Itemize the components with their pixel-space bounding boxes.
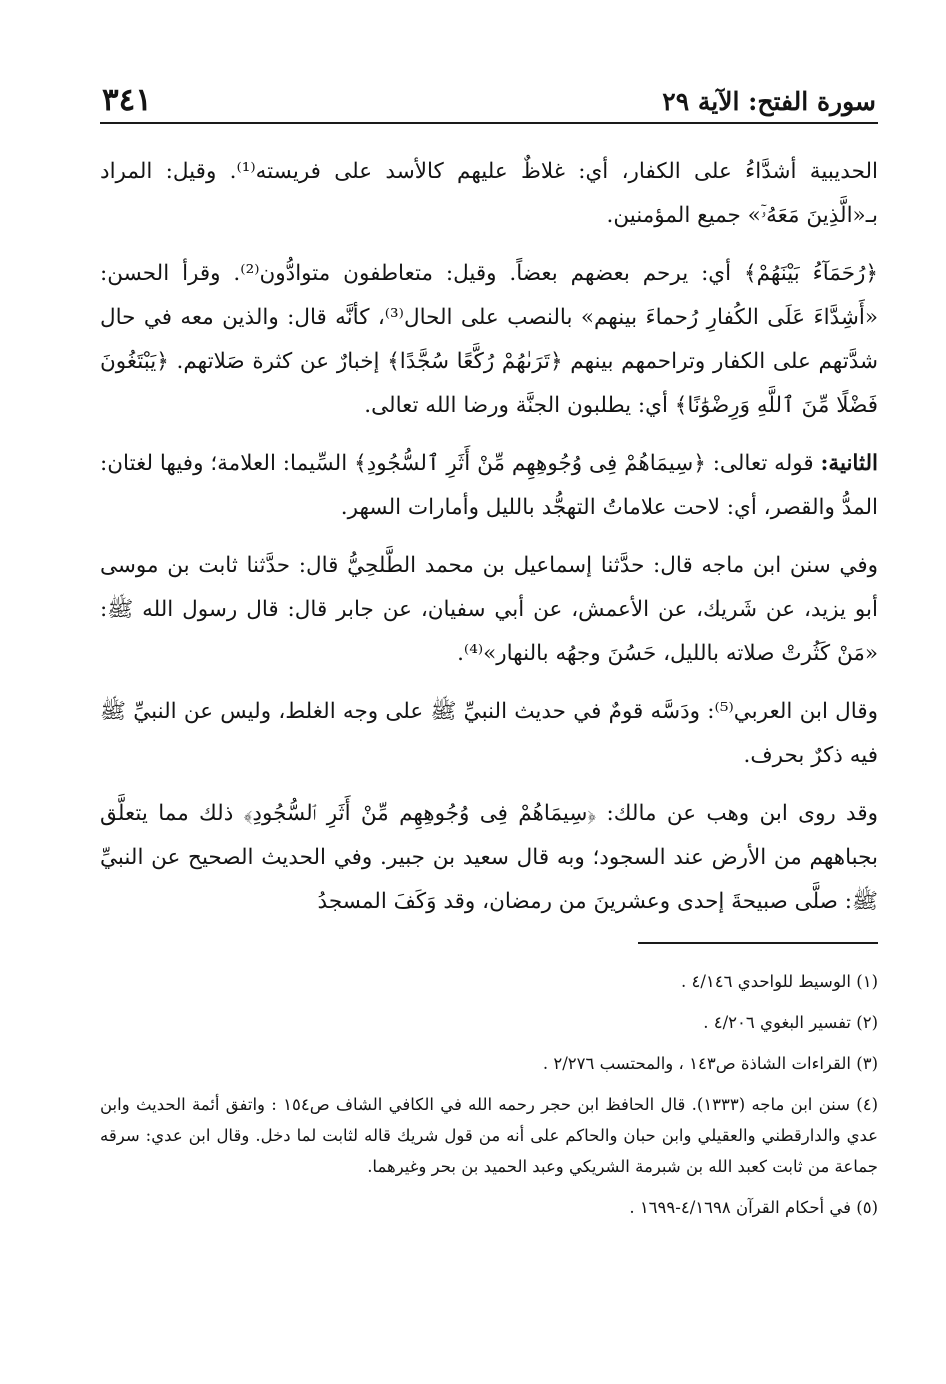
footnote: (٢) تفسير البغوي ٤/٢٠٦ . <box>703 1013 878 1032</box>
paragraph-text: ﴿رُحَمَآءُ بَيْنَهُمْ﴾ أي: يرحم بعضهم بعضاً. وقيل: متعاطفون متوادُّون⁽²⁾. وقرأ الحسن: «أَشِدَّاءَ عَلَى الكُفارِ رُحماءَ بينهم» بالنصب على الحال⁽³⁾، كأنَّه قال: والذين معه في حال شدَّتهم على الكفار وتراحمهم بينهم ﴿تَرَىٰهُمْ رُكَّعًا سُجَّدًا﴾ إخبارٌ عن كثرة صَلاتهم. ﴿يَبْتَغُونَ فَضْلًا مِّنَ ٱللَّهِ وَرِضْوَٰنًا﴾ أي: يطلبون الجنَّة ورضا الله تعالى. <box>100 261 878 418</box>
footnotes <box>100 966 878 1223</box>
paragraph-text: وفي سنن ابن ماجه قال: حدَّثنا إسماعيل بن محمد الطَّلحِيُّ قال: حدَّثنا ثابت بن موسى أبو يزيد، عن شَريك، عن الأعمش، عن أبي سفيان، عن جابر قال: قال رسول الله ﷺ: «مَنْ كَثُرتْ صلاته بالليل، حَسُنَ وجهُه بالنهار»⁽⁴⁾. <box>100 553 878 666</box>
paragraph <box>100 442 878 530</box>
section-lead: الثانية: <box>820 451 878 476</box>
footnote: (٥) في أحكام القرآن ٤/١٦٩٨-١٦٩٩ . <box>629 1198 878 1217</box>
surah-title: سورة الفتح: الآية ٢٩ <box>662 87 876 116</box>
paragraph <box>100 544 878 676</box>
footnote: (٣) القراءات الشاذة ص١٤٣ ، والمحتسب ٢/٢٧٦ . <box>542 1054 878 1073</box>
footnote: (٤) سنن ابن ماجه (١٣٣٣). قال الحافظ ابن حجر رحمه الله في الكافي الشاف ص١٥٤ : واتفق أئمة الحديث وابن عدي والدارقطني والعقيلي وابن حبان والحاكم على أنه من قول شريك قاله لثابت لما دخل. وقال ابن عدي: سرقه جماعة من ثابت كعبد الله بن شبرمة الشريكي وعبد الحميد بن بحر وغيرهما. <box>100 1095 878 1176</box>
footnote: (١) الوسيط للواحدي ٤/١٤٦ . <box>681 972 878 991</box>
book-page <box>100 60 878 1360</box>
running-header <box>100 60 878 124</box>
paragraph <box>100 252 878 428</box>
paragraph <box>100 150 878 238</box>
main-text <box>100 150 878 924</box>
paragraph-text: قوله تعالى: ﴿سِيمَاهُمْ فِى وُجُوهِهِم مِّنْ أَثَرِ ٱلسُّجُودِ﴾ السِّيما: العلامة؛ وفيها لغتان: المدُّ والقصر، أي: لاحت علاماتُ التهجُّد بالليل وأمارات السهر. <box>100 451 878 520</box>
footnote-separator <box>638 942 878 944</box>
page-number: ٣٤١ <box>102 82 152 118</box>
paragraph <box>100 792 878 924</box>
paragraph <box>100 690 878 778</box>
paragraph-text: وقد روى ابن وهب عن مالك: ﴿سِيمَاهُمْ فِى وُجُوهِهِم مِّنْ أَثَرِ ٱلسُّجُودِ﴾ ذلك مما يتعلَّق بجباههم من الأرض عند السجود؛ وبه قال سعيد بن جبير. وفي الحديث الصحيح عن النبيِّ ﷺ: صلَّى صبيحةَ إحدى وعشرينَ من رمضان، وقد وَكَفَ المسجدُ <box>100 801 878 914</box>
paragraph-text: الحديبية أشدَّاءُ على الكفار، أي: غلاظٌ عليهم كالأسد على فريسته⁽¹⁾. وقيل: المراد بـ«الَّذِينَ مَعَهُۥٓ» جميع المؤمنين. <box>100 159 878 228</box>
paragraph-text: وقال ابن العربي⁽⁵⁾: ودَسَّه قومٌ في حديث النبيِّ ﷺ على وجه الغلط، وليس عن النبيِّ ﷺ فيه ذكرٌ بحرف. <box>100 699 878 768</box>
